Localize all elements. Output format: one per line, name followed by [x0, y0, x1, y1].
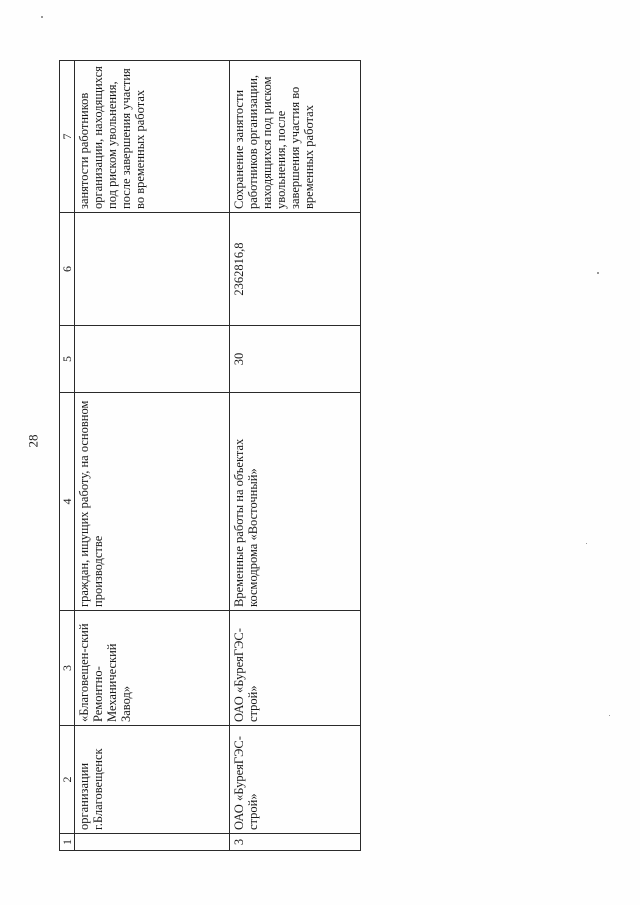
count-cell: 30 — [230, 326, 361, 393]
sum-cell — [75, 213, 230, 326]
sum-cell: 2362816,8 — [230, 213, 361, 326]
column-number: 2 — [60, 726, 75, 834]
table-row — [75, 61, 230, 851]
table-row — [230, 61, 361, 851]
scan-speck — [609, 715, 610, 716]
column-number: 3 — [60, 611, 75, 726]
page-number: 28 — [25, 434, 41, 448]
location-cell: ОАО «БуреяГЭС-строй» — [230, 726, 361, 834]
column-number: 7 — [60, 61, 75, 213]
column-number: 5 — [60, 326, 75, 393]
row-number-cell: 3 — [230, 834, 361, 851]
scan-speck — [41, 16, 43, 18]
employment-table — [59, 60, 361, 851]
count-cell — [75, 326, 230, 393]
works-cell: граждан, ищущих работу, на основном производстве — [75, 393, 230, 611]
location-cell: организации г.Благовещенск — [75, 726, 230, 834]
goal-cell: занятости работников организации, находящихся под риском увольнения, после завершения участия во временных работах — [75, 61, 230, 213]
column-number: 6 — [60, 213, 75, 326]
scan-speck — [597, 272, 599, 274]
row-number-cell — [75, 834, 230, 851]
rotated-table-container — [59, 61, 361, 851]
employer-cell: ОАО «БуреяГЭС-строй» — [230, 611, 361, 726]
employer-cell: «Благовещен-ский Ремонтно-Механический Завод» — [75, 611, 230, 726]
column-number: 4 — [60, 393, 75, 611]
goal-cell: Сохранение занятости работников организации, находящихся под риском увольнения, после завершения участия во временных работах — [230, 61, 361, 213]
scan-speck — [586, 543, 587, 544]
works-cell: Временные работы на объектах космодрома «Восточный» — [230, 393, 361, 611]
column-number-row — [60, 61, 75, 851]
column-number: 1 — [60, 834, 75, 851]
